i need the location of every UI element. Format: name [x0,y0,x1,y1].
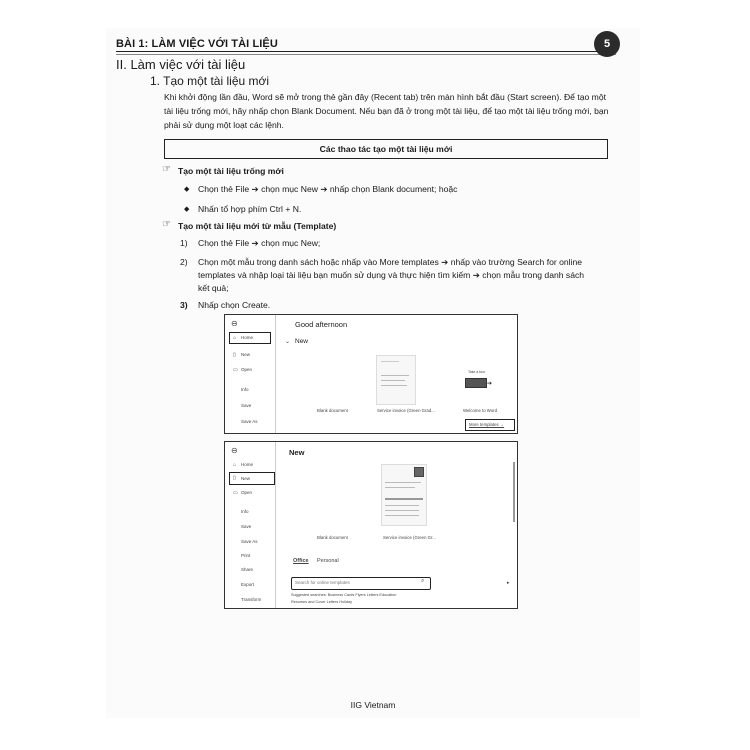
blank-doc-item: Nhấn tổ hợp phím Ctrl + N. [198,204,302,214]
nav-divider [275,315,276,434]
home-icon: ⌂ [233,462,237,468]
template-label-blank[interactable]: Blank document [317,535,348,540]
thumbnail-line [381,375,409,376]
blank-doc-item: Chọn thẻ File ➔ chọn mục New ➔ nhấp chọn Blank document; hoặc [198,184,458,194]
step-text: Chọn thẻ File ➔ chọn mục New; [198,238,321,248]
step-text: kết quả; [198,283,229,293]
step-text: Nhấp chọn Create. [198,300,271,310]
thumbnail-line [385,510,419,511]
nav-item-save-as[interactable]: Save As [241,419,258,424]
folder-icon: ▭ [233,367,238,373]
word-new-screen-screenshot [224,441,518,609]
step-number: 3) [180,300,188,310]
step-number: 1) [180,238,188,248]
pointing-hand-icon: ☞ [162,164,171,175]
nav-item-print[interactable]: Print [241,553,251,558]
nav-item-home[interactable]: Home [241,335,254,340]
tab-office[interactable]: Office [293,558,309,564]
section-title: II. Làm việc với tài liệu [116,57,246,72]
suggested-searches-row2[interactable]: Resumes and Cover Letters Holiday [291,600,352,604]
more-templates-link[interactable]: More templates → [469,422,505,427]
thumbnail-line [385,487,415,488]
thumbnail-line [385,498,423,500]
nav-item-transform[interactable]: Transform [241,597,262,602]
nav-item-save[interactable]: Save [241,524,252,529]
document-page [106,28,640,718]
header-rule-secondary [116,54,616,55]
search-icon[interactable]: ⌕ [421,578,425,584]
step-text: templates và nhập loại tài liệu bạn muốn sử dụng và thực hiện tìm kiếm ➔ chọn mẫu trong danh sách [198,270,585,280]
welcome-template-thumbnail[interactable] [465,378,487,388]
bullet-diamond-icon: ◆ [184,206,190,213]
template-label-blank[interactable]: Blank document [317,408,348,413]
thumbnail-line [381,361,399,362]
chevron-down-icon[interactable]: ⌄ [285,339,291,345]
nav-item-open[interactable]: Open [241,490,253,495]
thumbnail-line [381,385,407,386]
nav-item-new[interactable]: New [241,352,251,357]
greeting-title: Good afternoon [295,320,348,329]
file-icon: ▯ [233,475,236,481]
table-title: Các thao tác tạo một tài liệu mới [164,139,608,159]
intro-paragraph: Khi khởi động lần đầu, Word sẽ mở trong thẻ gần đây (Recent tab) trên màn hình bắt đầu (Start screen). Để tạo một tài liệu trống mới, hãy nhấp chọn Blank Document. Nếu bạn đã ở trong một tài liệu, để tạo một tài liệu trống mới, bạn phải sử dụng một loạt các lệnh. [164,92,609,130]
pointing-hand-icon: ☞ [162,219,171,230]
back-arrow-icon[interactable]: ⊖ [231,319,238,328]
search-input[interactable]: Search for online templates [295,580,350,585]
step-number: 2) [180,257,188,267]
back-arrow-icon[interactable]: ⊖ [231,446,238,455]
scrollbar[interactable] [513,462,515,522]
template-label-invoice[interactable]: Service invoice (Green Grad... [377,408,435,413]
step-text: Chọn một mẫu trong danh sách hoặc nhấp vào More templates ➔ nhấp vào trường Search for online [198,257,583,267]
thumbnail-line [385,505,419,506]
nav-item-new[interactable]: New [241,476,251,481]
nav-item-save[interactable]: Save [241,403,252,408]
suggested-searches[interactable]: Suggested searches: Business Cards Flyers Letters Education [291,593,397,597]
arrow-right-icon: ➔ [487,381,493,387]
footer-text: IIG Vietnam [350,700,396,710]
template-doc-heading: Tạo một tài liệu mới từ mẫu (Template) [178,221,337,231]
nav-item-info[interactable]: Info [241,387,249,392]
folder-icon: ▭ [233,490,238,496]
thumbnail-line [385,482,421,483]
template-label-invoice[interactable]: Service invoice (Green Gr... [383,535,436,540]
blank-doc-heading: Tạo một tài liệu trống mới [178,166,284,176]
invoice-logo-block [414,467,424,477]
new-screen-title: New [289,448,305,457]
nav-item-export[interactable]: Export [241,582,255,587]
chapter-header: BÀI 1: LÀM VIỆC VỚI TÀI LIỆU [116,38,278,50]
nav-item-share[interactable]: Share [241,567,254,572]
file-icon: ▯ [233,352,236,358]
subsection-title: 1. Tạo một tài liệu mới [150,74,270,88]
nav-divider [275,442,276,609]
bullet-diamond-icon: ◆ [184,186,190,193]
tab-personal[interactable]: Personal [317,558,339,564]
thumbnail-line [381,380,405,381]
template-label-welcome[interactable]: Welcome to Word [463,408,497,413]
chevron-right-icon[interactable]: ▸ [507,580,510,586]
nav-item-save-as[interactable]: Save As [241,539,258,544]
header-rule [116,51,616,52]
nav-item-info[interactable]: Info [241,509,249,514]
thumbnail-line [385,515,419,516]
nav-item-home[interactable]: Home [241,462,254,467]
new-section-label: New [295,338,309,345]
word-start-screen-screenshot [224,314,518,434]
page-number-badge: 5 [594,31,620,57]
nav-item-open[interactable]: Open [241,367,253,372]
take-a-tour-label: Take a tour [468,370,486,374]
home-icon: ⌂ [233,335,237,341]
